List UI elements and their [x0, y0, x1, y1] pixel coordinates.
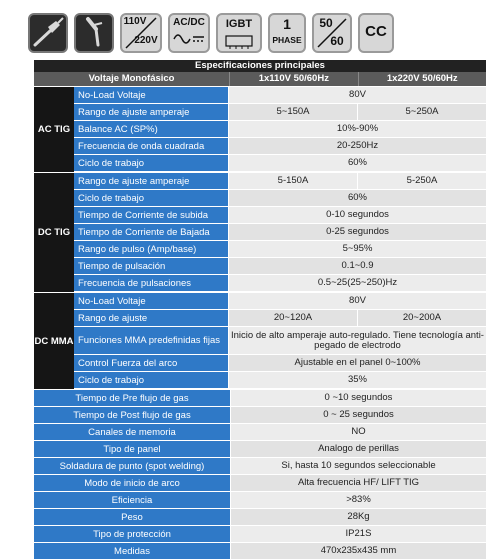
value-cell: Ajustable en el panel 0~100%: [294, 357, 421, 368]
value-cells: [230, 441, 486, 457]
value-cells: [230, 509, 486, 525]
value-cell: Analogo de perillas: [318, 443, 399, 454]
parameter-label: Peso: [34, 509, 230, 525]
mode-rows: [74, 173, 486, 292]
freq-bottom-label: 60: [330, 34, 344, 48]
mode-rows: [74, 293, 486, 389]
parameter-label: Tiempo de Post flujo de gas: [34, 407, 230, 423]
parameter-label: Ciclo de trabajo: [74, 190, 228, 206]
value-cell: Inicio de alto amperaje auto-regulado. Tiene tecnología anti-pegado de electrodo: [231, 329, 484, 351]
value-cell: 0.5~25(25~250)Hz: [317, 277, 398, 288]
parameter-label: Control Fuerza del arco: [74, 355, 228, 371]
parameter-label: No-Load Voltaje: [74, 293, 228, 309]
table-row: [34, 424, 486, 441]
table-row: [34, 458, 486, 475]
cc-label: CC: [365, 23, 387, 40]
value-cell: >83%: [346, 494, 371, 505]
single-phase-icon: [268, 13, 306, 53]
value-cells: [228, 104, 486, 120]
parameter-label: Frecuencia de onda cuadrada: [74, 138, 228, 154]
igbt-label: IGBT: [225, 18, 253, 30]
parameter-label: Tiempo de pulsación: [74, 258, 228, 274]
table-row: [74, 190, 486, 207]
value-cells: [228, 207, 486, 223]
table-row: [74, 327, 486, 355]
value-cells: [228, 310, 486, 326]
parameter-label: No-Load Voltaje: [74, 87, 228, 103]
parameter-label: Medidas: [34, 543, 230, 559]
dual-voltage-icon: [120, 13, 162, 53]
table-row: [74, 372, 486, 389]
table-header: [34, 72, 486, 86]
parameter-label: Tiempo de Pre flujo de gas: [34, 390, 230, 406]
parameter-label: Tiempo de Corriente de subida: [74, 207, 228, 223]
mode-label: AC TIG: [34, 87, 74, 172]
frequency-icon: [312, 13, 352, 53]
header-110v: 1x110V 50/60Hz: [229, 72, 357, 86]
value-cell: IP21S: [345, 528, 372, 539]
general-rows: [34, 389, 486, 560]
specifications-table: [34, 60, 486, 560]
table-row: [34, 543, 486, 560]
parameter-label: Soldadura de punto (spot welding): [34, 458, 230, 474]
parameter-label: Rango de pulso (Amp/base): [74, 241, 228, 257]
value-cells: [230, 424, 486, 440]
value-cells: [228, 87, 486, 103]
value-cell: 35%: [347, 374, 367, 385]
feature-icons-strip: [0, 0, 500, 58]
value-cells: [228, 190, 486, 206]
parameter-label: Tipo de panel: [34, 441, 230, 457]
value-cell: 80V: [349, 89, 366, 100]
phase-number: 1: [283, 16, 291, 32]
table-row: [34, 390, 486, 407]
value-220v: 5~250A: [357, 104, 486, 120]
table-row: [74, 275, 486, 292]
mode-group: [34, 172, 486, 292]
parameter-label: Funciones MMA predefinidas fijas: [74, 327, 228, 354]
value-110v: 5-150A: [277, 175, 309, 186]
table-row: [74, 258, 486, 275]
mma-electrode-holder-icon: [28, 13, 68, 53]
value-cells: [228, 121, 486, 137]
value-cell: 60%: [347, 157, 367, 168]
value-cell: NO: [351, 426, 366, 437]
value-cell: 5~95%: [342, 243, 373, 254]
table-row: [74, 138, 486, 155]
table-row: [34, 526, 486, 543]
table-row: [74, 155, 486, 172]
value-cells: [228, 155, 486, 171]
value-cells: [230, 492, 486, 508]
header-220v: 1x220V 50/60Hz: [358, 72, 486, 86]
table-row: [74, 87, 486, 104]
parameter-label: Ciclo de trabajo: [74, 372, 228, 388]
parameter-label: Frecuencia de pulsaciones: [74, 275, 228, 291]
value-cell: 20-250Hz: [336, 140, 379, 151]
table-row: [74, 173, 486, 190]
parameter-label: Canales de memoria: [34, 424, 230, 440]
value-cell: 0-10 segundos: [326, 209, 389, 220]
value-cells: [230, 475, 486, 491]
table-title: Especificaciones principales: [34, 60, 486, 72]
value-cells: [228, 138, 486, 154]
acdc-icon: [168, 13, 210, 53]
value-cell: 0 ~10 segundos: [324, 392, 393, 403]
mode-rows: [74, 87, 486, 172]
parameter-label: Eficiencia: [34, 492, 230, 508]
value-cells: [228, 372, 486, 388]
table-row: [74, 224, 486, 241]
value-cell: 10%-90%: [336, 123, 379, 134]
igbt-icon: [216, 13, 262, 53]
tig-torch-icon: [74, 13, 114, 53]
value-cell: Si, hasta 10 segundos seleccionable: [281, 460, 436, 471]
value-cells: [228, 355, 486, 371]
constant-current-icon: [358, 13, 394, 53]
value-cell: 60%: [347, 192, 367, 203]
voltage-top-label: 110V: [123, 16, 147, 27]
table-row: [74, 310, 486, 327]
table-row: [74, 293, 486, 310]
table-body: [34, 86, 486, 560]
parameter-label: Rango de ajuste: [74, 310, 228, 326]
value-cells: [230, 407, 486, 423]
value-cells: [228, 327, 486, 354]
value-cells: [228, 258, 486, 274]
parameter-label: Ciclo de trabajo: [74, 155, 228, 171]
value-cell: 28Kg: [347, 511, 370, 522]
parameter-label: Modo de inicio de arco: [34, 475, 230, 491]
freq-top-label: 50: [319, 16, 333, 30]
value-cell: 0 ~ 25 segundos: [323, 409, 394, 420]
value-cells: [230, 526, 486, 542]
table-row: [74, 355, 486, 372]
mode-group: [34, 86, 486, 172]
table-row: [74, 121, 486, 138]
value-cell: 0.1~0.9: [341, 260, 374, 271]
parameter-label: Rango de ajuste amperaje: [74, 173, 228, 189]
phase-label: PHASE: [272, 35, 302, 45]
table-row: [74, 104, 486, 121]
mode-group: [34, 292, 486, 389]
value-110v: 5~150A: [276, 106, 310, 117]
value-cells: [230, 390, 486, 406]
table-row: [34, 441, 486, 458]
value-220v: 5-250A: [357, 173, 486, 189]
parameter-label: Balance AC (SP%): [74, 121, 228, 137]
parameter-label: Tiempo de Corriente de Bajada: [74, 224, 228, 240]
parameter-label: Rango de ajuste amperaje: [74, 104, 228, 120]
value-cell: Alta frecuencia HF/ LIFT TIG: [297, 477, 420, 488]
mode-label: DC MMA: [34, 293, 74, 389]
table-row: [34, 492, 486, 509]
value-cell: 80V: [349, 295, 366, 306]
value-110v: 20~120A: [273, 312, 313, 323]
table-row: [34, 407, 486, 424]
table-row: [74, 207, 486, 224]
acdc-label: AC/DC: [173, 17, 205, 28]
table-row: [34, 509, 486, 526]
voltage-bottom-label: 220V: [134, 35, 158, 46]
value-cells: [230, 543, 486, 559]
value-cells: [228, 275, 486, 291]
value-cell: 470x235x435 mm: [320, 545, 397, 556]
header-voltage: Voltaje Monofásico: [88, 73, 175, 84]
value-cells: [228, 293, 486, 309]
value-cells: [230, 458, 486, 474]
mode-label: DC TIG: [34, 173, 74, 292]
parameter-label: Tipo de protección: [34, 526, 230, 542]
value-cells: [228, 241, 486, 257]
value-220v: 20~200A: [357, 310, 486, 326]
table-row: [74, 241, 486, 258]
table-row: [34, 475, 486, 492]
value-cell: 0-25 segundos: [326, 226, 389, 237]
value-cells: [228, 224, 486, 240]
value-cells: [228, 173, 486, 189]
